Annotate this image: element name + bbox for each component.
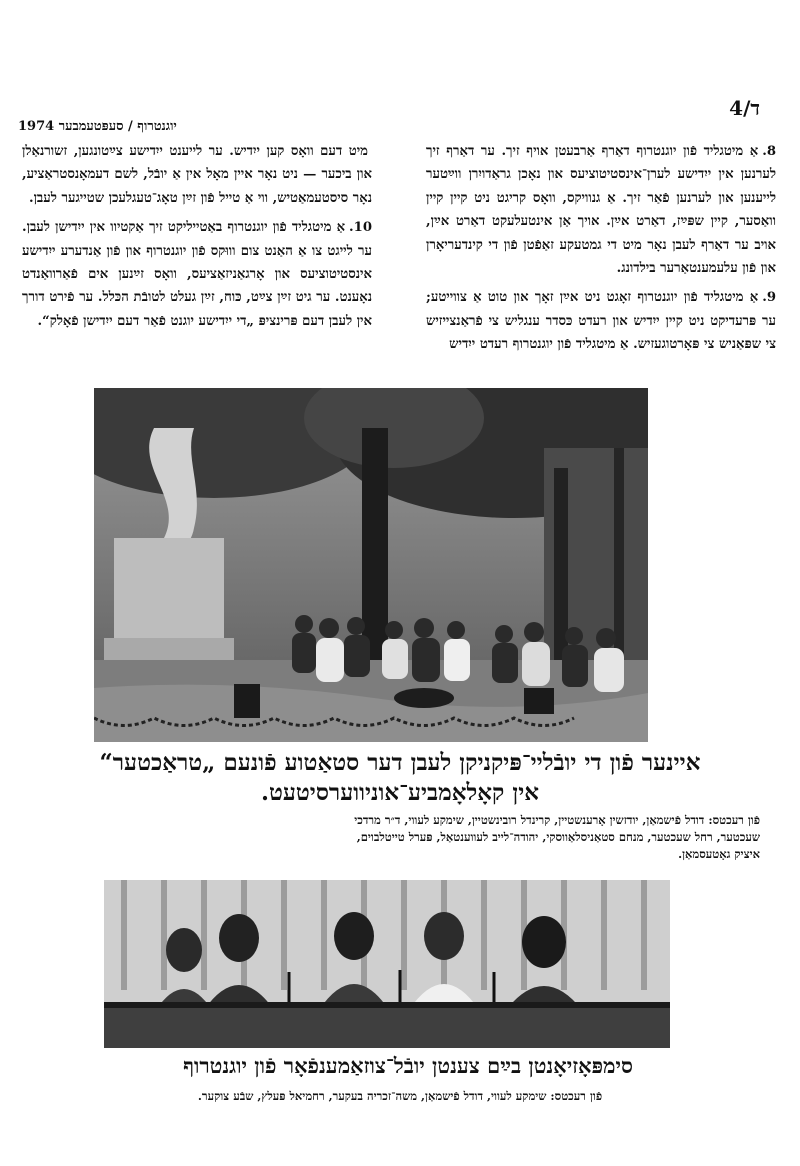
picnic-photo — [94, 388, 648, 742]
paragraph-number: 8. — [762, 144, 776, 159]
text-column-left — [22, 140, 372, 339]
paragraph-text: מיט דעם וואָס קען ייִדיש. ער לייענט ייִדישע צײַטונגען, זשורנאַלן און ביכער — ניט נאָר איין מאָל אין אַ יובֿל, לשם דעמאָנסטראַציע, נאָר סיסטעמאַטיש, ווי אַ טייל פֿון זײַן טאָג־טעגלעכן שטייגער לעבן. — [22, 144, 372, 206]
paragraph-text: אַ מיטגליד פֿון יוגנטרוף באַטייליקט זיך אַקטיוו אין ייִדישן לעבן. ער לייגט צו אַ האַנט צום וווּקס פֿון יוגנטרוף און פֿון אַנדערע ייִדישע אינסטיטוציעס און אָרגאַניזאַציעס, וואָס זײַנען אים פֿאַרוואַנדט נאָענט. ער גיט זײַן צײַט, כּוח, זײַן געלט לטובֿת הכּלל. ער פֿירט דורך אין לעבן דעם פּרינציפּ „די ייִדישע יוגנט פֿאַר דעם ייִדישן פֿאָלק“. — [22, 220, 372, 329]
symposium-credits: פֿון רעכטס: שימקע לעווי, דודל פֿישמאַן, משה־זכריה בעקער, רחמיאל פּעלץ, שבֿע צוקער. — [197, 1089, 603, 1103]
paragraph-text: אַ מיטגליד פֿון יוגנטרוף דאַרף אַרבעטן אויף זיך. ער דאַרף זיך לערנען אין ייִדישע לערן־אינסטיטוציעס און נאָכן גראַדויִרן ווײַטער לייענען און לערנען פֿאַר זיך. אַ גנוויקס, וואָס קריגט ניט קיין קיין וואַסער, קיין שפּײַז, דאַרט אײַן. אויך אַן אינטעלעקט דאַרט אײַן, אויב ער דאַרף לעבן נאָר מיט די גמטעקע זאַפֿטן פֿון די קינדעריאָרן און פֿון עלעמענטאַרער בילדונג. — [426, 144, 776, 277]
picnic-credits — [40, 812, 760, 863]
picnic-photo-drawing — [94, 388, 648, 742]
paragraph — [426, 140, 776, 280]
paragraph — [22, 140, 372, 210]
paragraph-number: 9. — [762, 290, 776, 306]
credit-line: איציק גאָטעסמאַן. — [678, 847, 760, 861]
paragraph-text: אַ מיטגליד פֿון יוגנטרוף זאָגט ניט אײַן זאָך און טוט אַ צווייטע; ער פּרעדיקט ניט קיין ייִדיש און רעדט כּסדר ענגליש צי פֿראַנצייזיש צי שפּאַניש צי פּאָרטוגעזיש. אַ מיטגליד פֿון יוגנטרוף רעדט ייִדיש — [426, 290, 776, 353]
picnic-caption-line: איינער פֿון די יובֿליי־פּיקניקן לעבן דער סטאַטוע פֿונעם „טראַכטער“ — [99, 749, 701, 776]
symposium-photo — [104, 880, 670, 1048]
page-number: ד/4 — [729, 96, 760, 120]
paragraph-number: 10. — [349, 220, 372, 236]
symposium-caption: סימפּאָזיאָנטן בײַם צענטן יובֿל־צוזאַמענפֿאָר פֿון יוגנטרוף — [183, 1053, 633, 1078]
paragraph — [426, 286, 776, 356]
picnic-caption-line: אין קאָלאָמביע־אוניווערסיטעט. — [260, 779, 539, 806]
credit-line: פֿון רעכטס: דודל פֿישמאַן, יודזשין אָרענשטיין, קרינדל רובינשטיין, שימקע לעווי, ד״ר מרדכי — [354, 813, 760, 827]
paragraph — [22, 216, 372, 333]
picnic-caption — [90, 748, 710, 808]
credit-line: שעכטער, רחל שעכטער, מנחם סטאַניסלאַווסקי, יהודה־לייב לעווענטאַל, פּערל טייטלבוים, — [356, 830, 760, 844]
symposium-photo-drawing — [104, 880, 670, 1048]
text-column-right — [426, 140, 776, 363]
running-header: יוגנטרוף / סעפּטעמבער 1974 — [18, 119, 177, 134]
